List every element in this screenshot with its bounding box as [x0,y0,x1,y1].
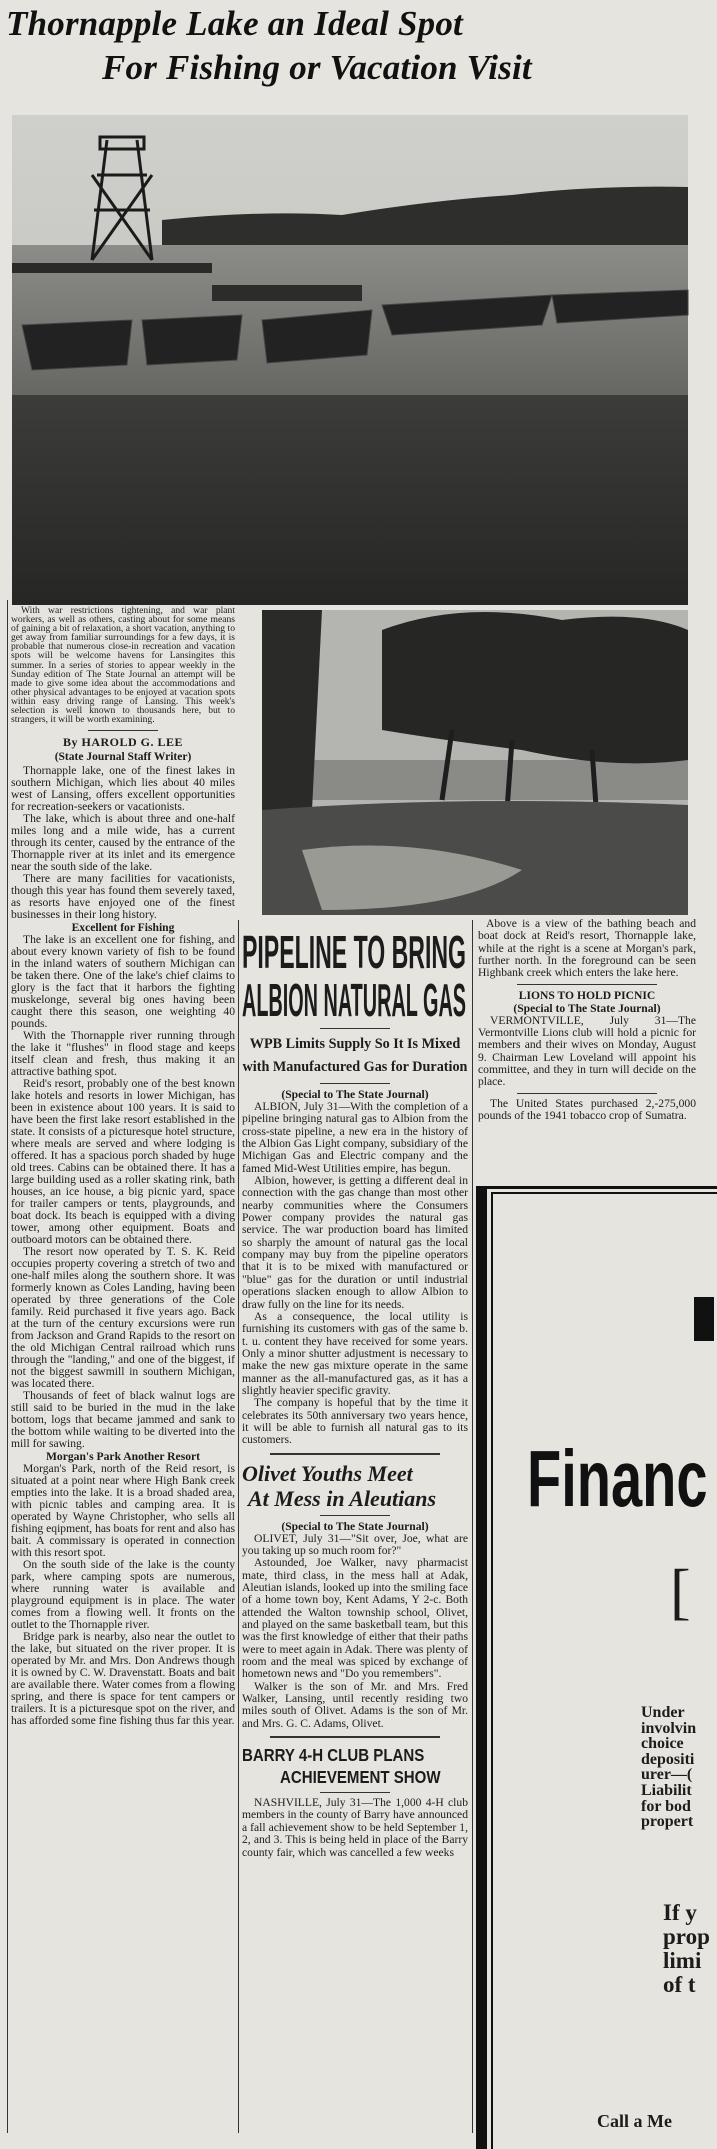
column-2 [242,928,468,1859]
column-3 [478,918,696,1122]
ad-headline: Financ [527,1434,708,1523]
paragraph: Astounded, Joe Walker, navy pharmacist mate, third class, in the mess hall at Adak, Aleutian islands, looked up into the smiling face of a home town boy, Kent Adams, Y 2-c. Both attended the Walton township school, Olivet, and played on the same basketball team, but this was the first knowledge of either that their paths were to meet again in Adak. There was plenty of room and the meal was spiced by exchange of hometown news and "Do you remembers". [242,1556,468,1681]
ad-block-mark [694,1297,714,1341]
paragraph: Reid's resort, probably one of the best known lake hotels and resorts in lower Michigan, has been in existence about 100 years. It is said to have been the first lake resort established in the state. It consists of a picturesque hotel structure, where meals are served and where lodging is offered. It has a spacious porch shaded by huge old trees. Cabins can be obtained there. It has a large building used as a roller skating rink, bath houses, an ice house, a big picnic yard, space for trailer campers or tents, playgrounds, and boat dock. Its beach is equipped with a diving tower, among other equipment. Boats and outboard motors can be obtained there. [11,1077,235,1247]
ad-bold-text: If y prop limi of t [663,1900,710,1997]
paragraph: Thousands of feet of black walnut logs are still said to be buried in the mud in the lake bottom, logs that became jammed and sank to the bottom while waiting to be diverted into the mill for sawing. [11,1389,235,1451]
paragraph: VERMONTVILLE, July 31—The Vermontville Lions club will hold a picnic for members and their wives on Monday, August 9. Chairman Lew Loveland will appoint his committee, and they in turn will decide on the place. [478,1013,696,1089]
paragraph: There are many facilities for vacationists, though this year has found them severely taxed, as resorts have enjoyed one of the finest businesses in their long history. [11,872,235,922]
divider [270,1453,440,1455]
byline: By HAROLD G. LEE [62,735,184,750]
olivet-headline-1: Olivet Youths Meet [242,1460,413,1486]
divider [320,1515,390,1516]
paragraph: With the Thornapple river running through the lake it "flushes" in flood stage and keeps itself clean and fresh, thus making it an attractive bathing spot. [11,1029,235,1079]
credit: (Special to The State Journal) [513,1001,661,1015]
credit: (Special to The State Journal) [281,1519,429,1533]
headline-line-1: Thornapple Lake an Ideal Spot [6,4,463,43]
photo-image [262,610,688,915]
ad-bracket: [ [670,1558,691,1626]
divider [320,1083,390,1084]
olivet-headline-2: At Mess in Aleutians [248,1485,437,1511]
pipeline-deck: WPB Limits Supply So It Is Mixed with Manufactured Gas for Duration [242,1036,468,1075]
lions-headline: LIONS TO HOLD PICNIC [518,988,656,1002]
barry-headline: BARRY 4-H CLUB PLANS ACHIEVEMENT SHOW [242,1745,441,1788]
paragraph: Albion, however, is getting a different deal in connection with the gas change than most other nearby communities where the Consumers Power company provides the natural gas service. The war production board has limited so sharply the amount of natural gas the local company may buy from the pipeline operators that it is to be mixed with manufactured or "blue" gas for the duration or until industrial operations slacken enough to allow Albion to draw fully on the line for its needs. [242,1174,468,1311]
headline-line-2: For Fishing or Vacation Visit [102,48,532,87]
divider [270,1736,440,1738]
divider [88,730,158,731]
filler-item: The United States purchased 2,-275,000 pounds of the 1941 tobacco crop of Sumatra. [478,1096,696,1123]
paragraph: Thornapple lake, one of the finest lakes in southern Michigan, which lies about 40 miles west of Lansing, offers excellent opportunities for recreation-seekers or vacationists. [11,764,235,814]
paragraph: The lake is an excellent one for fishing, and about every known variety of fish to be found in the inland waters of southern Michigan can be taken there. One of the lake's chief claims to glory is the fact that it harbors the fighting muskelonge, several big ones having been caught there this season, one weighting 40 pounds. [11,933,235,1031]
paragraph: As a consequence, the local utility is furnishing its customers with gas of the same b. t. u. content they have received for some years. Only a minor shutter adjustment is necessary to make the new gas mixture operate in the same manner as the all-manufactured gas, as it has a slightly heavier specific gravity. [242,1309,468,1397]
paragraph: Bridge park is nearby, also near the outlet to the lake, but situated on the river proper. It is operated by Mr. and Mrs. Don Andrews though it is owned by C. W. Dravenstatt. Boats and bait are available there. Water comes from a flowing spring, and there is space for tent campers or trailers. It is a picturesque spot on the river, and has afforded some fine fishing thus far this year. [11,1630,235,1728]
byline-credit: (State Journal Staff Writer) [54,751,192,764]
paragraph: NASHVILLE, July 31—The 1,000 4-H club members in the county of Barry have announced a fall achievement show to be held September 1, 2, and 3. This is being held in place of the Barry county fair, which was cancelled a few weeks [242,1796,468,1859]
divider [517,984,657,985]
paragraph: Walker is the son of Mr. and Mrs. Fred Walker, Lansing, until recently residing two miles south of Olivet. Adams is the son of Mr. and Mrs. G. C. Adams, Olivet. [242,1679,468,1730]
paragraph: On the south side of the lake is the county park, where camping spots are numerous, where running water is available and playground equipment is in place. The water comes from a flowing well. It fronts on the outlet to the Thornapple river. [11,1558,235,1632]
column-1 [11,606,235,1727]
credit: (Special to The State Journal) [281,1088,429,1101]
paragraph: ALBION, July 31—With the completion of a pipeline bringing natural gas to Albion from the cross-state pipeline, a new era in the history of the Albion Gas Light company, subsidiary of the Michigan Gas and Electric company and the famed Mid-West Utilities empire, has begun. [242,1100,468,1175]
main-headline [6,2,696,90]
subhead-morgans-park: Morgan's Park Another Resort [45,1450,201,1464]
photo-image [12,115,688,605]
ad-body: Under involvin choice depositi urer—( Liabilit for bod propert [641,1704,697,1831]
divider [517,1093,657,1094]
divider [320,1792,390,1793]
subhead-fishing: Excellent for Fishing [71,921,175,935]
series-intro: With war restrictions tightening, and war plant workers, as well as others, casting about for some means of gaining a bit of relaxation, a short vacation, anything to get away from familiar surroundings for a few days, it is probable that numerous close-in recreation and vacation spots will be welcome havens for Lansingites this summer. In a series of stories to appear weekly in the Sunday edition of The State Journal an attempt will be made to give some idea about the accommodations and other physical advantages to be enjoyed at vacation spots within easy driving range of Lansing. This week's selection is well known to thousands here, but to strangers, it will be worth examining. [11,605,235,726]
paragraph: Morgan's Park, north of the Reid resort, is situated at a point near where High Bank creek empties into the lake. It is a broad shaded area, with picnic tables and camping area. It is operated by Wayne Christopher, who sells all fishing eqipment, has boats for rent and also has bait. A commissary is operated in connection with this resort spot. [11,1462,235,1560]
ad-footer: Call a Me [597,2111,672,2131]
divider [320,1028,390,1029]
column-rule-left [7,600,8,2133]
photo-reids-resort-beach [12,115,688,605]
advertisement [476,1186,717,2149]
photo-caption: Above is a view of the bathing beach and boat dock at Reid's resort, Thornapple lake, while at the right is a scene at Morgan's park, further north. In the foreground can be seen Highbank creek which enters the lake here. [478,917,696,980]
pipeline-headline: PIPELINE TO BRING ALBION NATURAL GAS [242,926,466,1026]
column-rule-right [472,920,473,2133]
paragraph: The resort now operated by T. S. K. Reid occupies property covering a stretch of two and one-half miles along the southern shore. It was formerly known as Coles Landing, having been operated by three generations of the Cole family. Reid purchased it five years ago. Back at the turn of the century excursions were run from Jackson and Grand Rapids to the resort on the old Michigan Central railroad which runs through the "landing," and one of the biggest, if not the biggest sawmill in southern Michigan, was located there. [11,1245,235,1391]
paragraph: The company is hopeful that by the time it celebrates its 50th anniversary two years hence, it will be able to furnish all natural gas to its customers. [242,1396,468,1447]
column-rule-middle [238,920,239,2133]
paragraph: OLIVET, July 31—"Sit over, Joe, what are you taking up so much room for?" [242,1531,468,1557]
paragraph: The lake, which is about three and one-half miles long and a mile wide, has a current through its center, caused by the entrance of the Thornapple river at its inlet and its emergence near the south side of the lake. [11,812,235,874]
photo-morgans-park [262,610,688,915]
